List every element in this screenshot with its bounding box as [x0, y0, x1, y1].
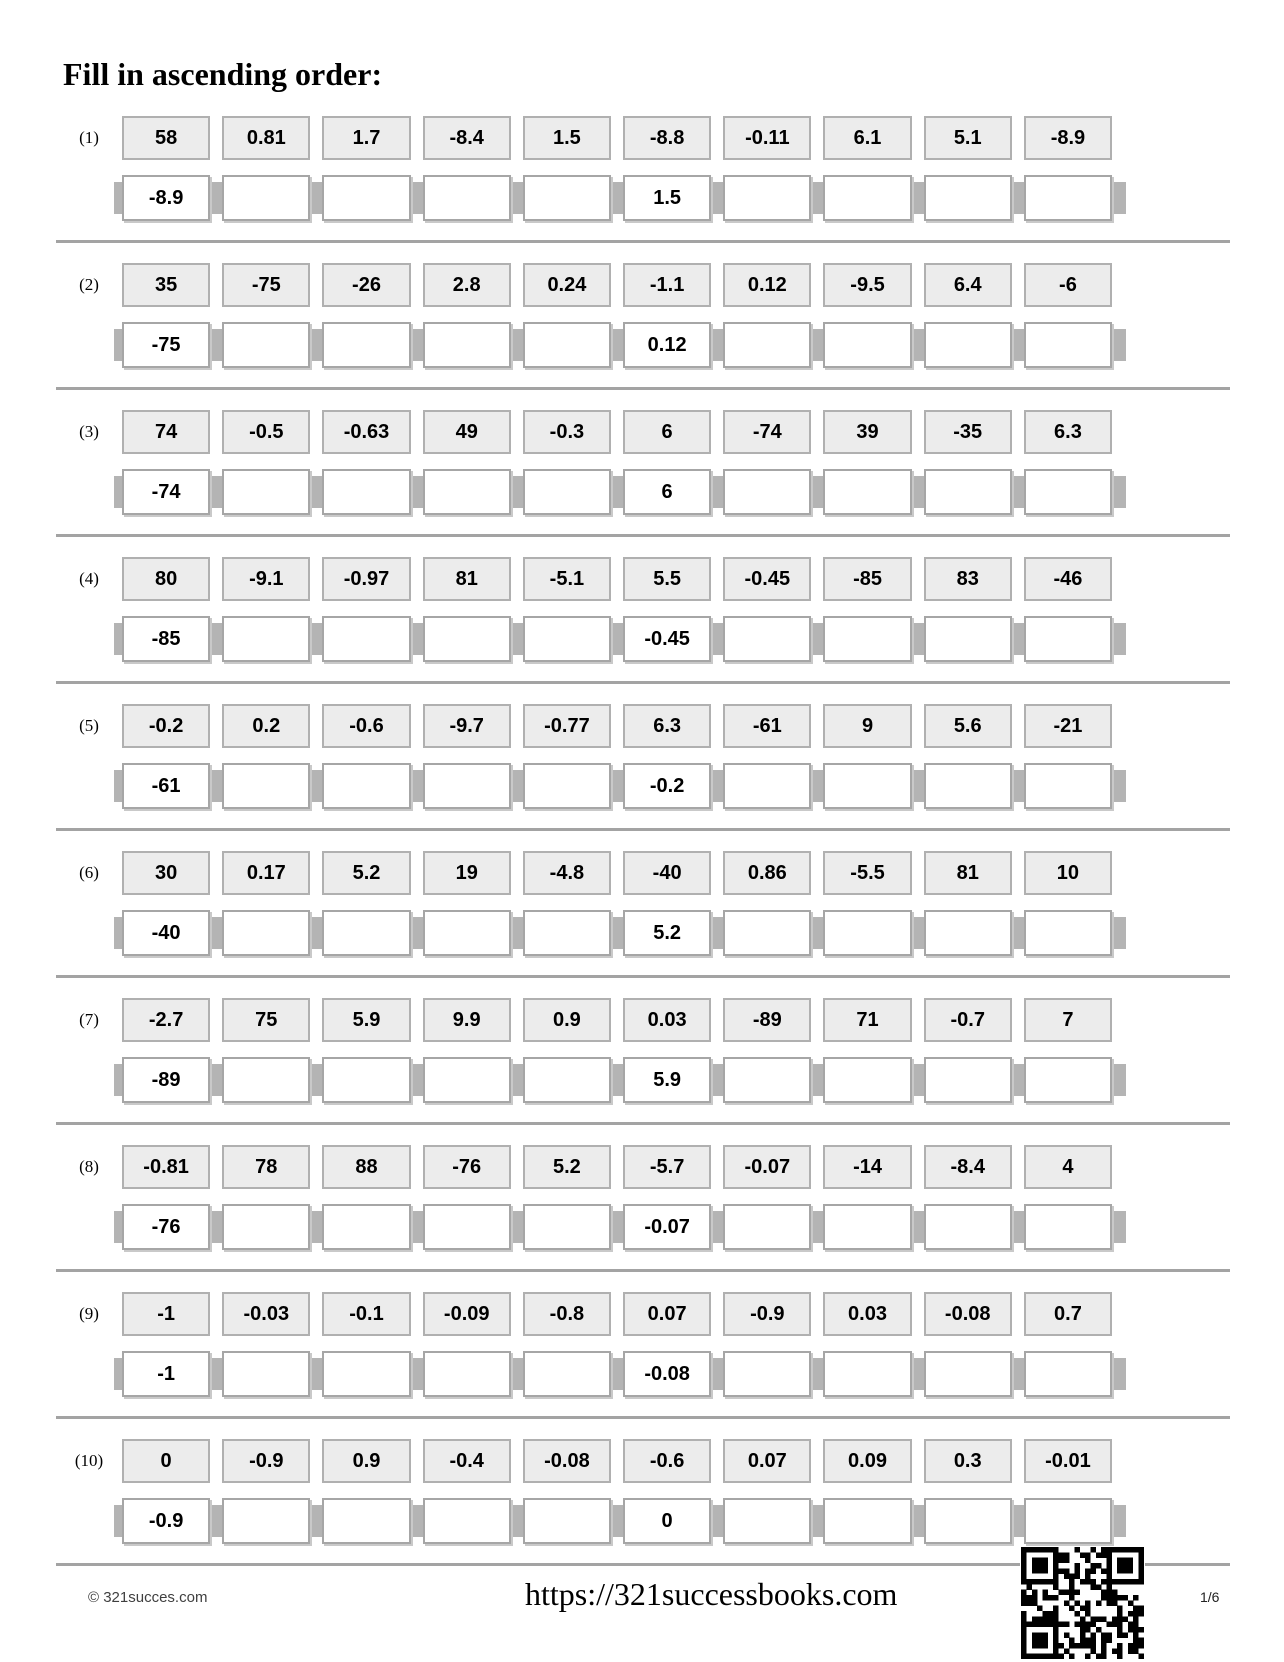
answer-box[interactable] [1024, 1351, 1112, 1397]
given-number-box: -35 [924, 410, 1012, 454]
given-number-box: 6 [623, 410, 711, 454]
answer-box[interactable] [823, 1204, 911, 1250]
answer-box[interactable] [924, 1351, 1012, 1397]
answer-box[interactable] [523, 1204, 611, 1250]
problem-block [56, 1272, 1230, 1419]
answer-row [122, 1351, 1112, 1397]
answer-box[interactable]: 6 [623, 469, 711, 515]
answer-box[interactable]: -1 [122, 1351, 210, 1397]
problem-block [56, 243, 1230, 390]
problem-block [56, 684, 1230, 831]
given-number-box: 5.5 [623, 557, 711, 601]
answer-box[interactable] [523, 1351, 611, 1397]
given-number-box: -0.6 [322, 704, 410, 748]
answer-box[interactable]: -40 [122, 910, 210, 956]
given-number-box: -40 [623, 851, 711, 895]
answer-box[interactable] [523, 616, 611, 662]
given-number-box: -5.1 [523, 557, 611, 601]
given-number-box: 58 [122, 116, 210, 160]
answer-box[interactable] [723, 763, 811, 809]
answer-box[interactable] [723, 1351, 811, 1397]
given-number-box: 9.9 [423, 998, 511, 1042]
given-number-box: 0.86 [723, 851, 811, 895]
answer-box[interactable] [423, 469, 511, 515]
answer-box[interactable] [1024, 1498, 1112, 1544]
problem-label: (2) [79, 275, 99, 294]
problem-label: (8) [79, 1157, 99, 1176]
given-number-box: -0.97 [322, 557, 410, 601]
given-number-box: 74 [122, 410, 210, 454]
given-number-box: -0.01 [1024, 1439, 1112, 1483]
given-number-box: 78 [222, 1145, 310, 1189]
given-number-box: 0.03 [623, 998, 711, 1042]
answer-box[interactable]: -0.07 [623, 1204, 711, 1250]
answer-box[interactable] [723, 1498, 811, 1544]
given-number-box: -14 [823, 1145, 911, 1189]
given-number-box: 0.3 [924, 1439, 1012, 1483]
given-number-box: 0.12 [723, 263, 811, 307]
given-number-box: 0.07 [623, 1292, 711, 1336]
given-number-box: -0.3 [523, 410, 611, 454]
answer-box[interactable] [523, 1057, 611, 1103]
answer-box[interactable] [222, 175, 310, 221]
problem-label: (7) [79, 1010, 99, 1029]
given-number-box: -0.2 [122, 704, 210, 748]
given-number-box: 88 [322, 1145, 410, 1189]
given-number-box: -85 [823, 557, 911, 601]
given-number-box: -4.8 [523, 851, 611, 895]
answer-box[interactable]: -61 [122, 763, 210, 809]
problem-label: (5) [79, 716, 99, 735]
answer-box[interactable] [924, 469, 1012, 515]
given-numbers-row [122, 1145, 1112, 1189]
given-number-box: 19 [423, 851, 511, 895]
footer-url[interactable]: https://321successbooks.com [525, 1576, 898, 1612]
answer-box[interactable] [924, 910, 1012, 956]
answer-box[interactable] [222, 1498, 310, 1544]
given-number-box: 2.8 [423, 263, 511, 307]
problem-block [56, 831, 1230, 978]
answer-box[interactable] [423, 763, 511, 809]
answer-box[interactable]: -0.08 [623, 1351, 711, 1397]
given-number-box: -0.8 [523, 1292, 611, 1336]
answer-box[interactable] [423, 1498, 511, 1544]
answer-box[interactable] [523, 1498, 611, 1544]
page-title: Fill in ascending order: [63, 56, 383, 92]
given-number-box: 9 [823, 704, 911, 748]
answer-box[interactable] [322, 1204, 410, 1250]
given-number-box: 39 [823, 410, 911, 454]
answer-box[interactable] [723, 910, 811, 956]
answer-box[interactable] [222, 1351, 310, 1397]
answer-box[interactable] [1024, 175, 1112, 221]
given-number-box: 6.4 [924, 263, 1012, 307]
answer-box[interactable] [1024, 763, 1112, 809]
answer-box[interactable]: 0 [623, 1498, 711, 1544]
problem-block [56, 1125, 1230, 1272]
given-number-box: -0.9 [723, 1292, 811, 1336]
given-number-box: -8.9 [1024, 116, 1112, 160]
given-number-box: -76 [423, 1145, 511, 1189]
answer-box[interactable]: -89 [122, 1057, 210, 1103]
answer-box[interactable] [823, 763, 911, 809]
answer-box[interactable] [322, 175, 410, 221]
given-number-box: 75 [222, 998, 310, 1042]
given-number-box: -8.4 [423, 116, 511, 160]
answer-box[interactable]: -0.45 [623, 616, 711, 662]
problem-label: (1) [79, 128, 99, 147]
answer-row [122, 1057, 1112, 1103]
given-number-box: -89 [723, 998, 811, 1042]
given-number-box: -5.5 [823, 851, 911, 895]
given-number-box: -0.81 [122, 1145, 210, 1189]
answer-box[interactable]: -74 [122, 469, 210, 515]
given-number-box: -9.1 [222, 557, 310, 601]
given-number-box: 0.03 [823, 1292, 911, 1336]
given-number-box: -0.6 [623, 1439, 711, 1483]
given-number-box: 30 [122, 851, 210, 895]
answer-box[interactable] [322, 1498, 410, 1544]
given-number-box: 0.24 [523, 263, 611, 307]
answer-box[interactable] [423, 1204, 511, 1250]
given-number-box: 0 [122, 1439, 210, 1483]
given-number-box: -21 [1024, 704, 1112, 748]
problem-block [56, 1419, 1230, 1566]
answer-box[interactable] [723, 1057, 811, 1103]
given-number-box: -0.08 [523, 1439, 611, 1483]
answer-box[interactable] [523, 763, 611, 809]
answer-box[interactable]: -76 [122, 1204, 210, 1250]
given-number-box: -75 [222, 263, 310, 307]
answer-box[interactable] [924, 1204, 1012, 1250]
given-number-box: 6.1 [823, 116, 911, 160]
given-number-box: -0.03 [222, 1292, 310, 1336]
answer-box[interactable] [322, 322, 410, 368]
answer-box[interactable] [222, 1204, 310, 1250]
problems-list [56, 96, 1230, 1566]
answer-box[interactable] [924, 616, 1012, 662]
qr-code [1020, 1547, 1145, 1659]
answer-box[interactable] [222, 1057, 310, 1103]
given-number-box: 0.17 [222, 851, 310, 895]
answer-box[interactable] [823, 322, 911, 368]
given-number-box: 81 [423, 557, 511, 601]
given-number-box: -0.09 [423, 1292, 511, 1336]
given-number-box: 7 [1024, 998, 1112, 1042]
answer-box[interactable] [1024, 322, 1112, 368]
given-number-box: 0.81 [222, 116, 310, 160]
given-number-box: 0.09 [823, 1439, 911, 1483]
answer-box[interactable] [924, 175, 1012, 221]
given-number-box: 0.9 [523, 998, 611, 1042]
given-number-box: -0.63 [322, 410, 410, 454]
given-number-box: -8.4 [924, 1145, 1012, 1189]
answer-row [122, 175, 1112, 221]
answer-box[interactable]: -0.2 [623, 763, 711, 809]
answer-box[interactable] [823, 1498, 911, 1544]
given-number-box: -0.11 [723, 116, 811, 160]
answer-row [122, 469, 1112, 515]
given-number-box: 5.1 [924, 116, 1012, 160]
given-number-box: 0.7 [1024, 1292, 1112, 1336]
answer-box[interactable] [823, 1351, 911, 1397]
problem-label: (9) [79, 1304, 99, 1323]
given-number-box: -1 [122, 1292, 210, 1336]
given-number-box: -0.7 [924, 998, 1012, 1042]
answer-box[interactable]: 5.9 [623, 1057, 711, 1103]
answer-box[interactable]: 1.5 [623, 175, 711, 221]
answer-box[interactable] [924, 763, 1012, 809]
problem-label: (4) [79, 569, 99, 588]
answer-row [122, 910, 1112, 956]
problem-block [56, 978, 1230, 1125]
given-number-box: -61 [723, 704, 811, 748]
given-numbers-row [122, 704, 1112, 748]
answer-box[interactable] [423, 1057, 511, 1103]
answer-box[interactable] [823, 175, 911, 221]
answer-box[interactable] [222, 469, 310, 515]
given-number-box: -0.45 [723, 557, 811, 601]
answer-box[interactable] [423, 616, 511, 662]
answer-box[interactable] [322, 910, 410, 956]
given-number-box: 71 [823, 998, 911, 1042]
answer-box[interactable] [823, 469, 911, 515]
answer-row [122, 616, 1112, 662]
answer-box[interactable] [1024, 616, 1112, 662]
answer-box[interactable] [222, 322, 310, 368]
answer-box[interactable] [222, 910, 310, 956]
answer-box[interactable] [423, 1351, 511, 1397]
answer-box[interactable] [823, 1057, 911, 1103]
given-number-box: -0.4 [423, 1439, 511, 1483]
problem-label: (10) [74, 1451, 104, 1470]
answer-box[interactable] [823, 910, 911, 956]
answer-box[interactable] [322, 1351, 410, 1397]
copyright-text: © 321succes.com [88, 1589, 208, 1606]
answer-box[interactable] [723, 1204, 811, 1250]
given-number-box: 80 [122, 557, 210, 601]
answer-box[interactable] [322, 469, 410, 515]
problem-label: (6) [79, 863, 99, 882]
answer-box[interactable]: 5.2 [623, 910, 711, 956]
problem-block [56, 537, 1230, 684]
answer-box[interactable] [924, 1498, 1012, 1544]
given-number-box: -0.77 [523, 704, 611, 748]
answer-box[interactable] [723, 616, 811, 662]
given-number-box: 35 [122, 263, 210, 307]
answer-box[interactable] [523, 322, 611, 368]
given-number-box: 83 [924, 557, 1012, 601]
given-number-box: -6 [1024, 263, 1112, 307]
answer-row [122, 1498, 1112, 1544]
given-number-box: 0.9 [322, 1439, 410, 1483]
given-numbers-row [122, 410, 1112, 454]
given-number-box: -1.1 [623, 263, 711, 307]
answer-box[interactable] [723, 469, 811, 515]
answer-box[interactable]: 0.12 [623, 322, 711, 368]
given-numbers-row [122, 116, 1112, 160]
given-number-box: 5.2 [523, 1145, 611, 1189]
given-number-box: -8.8 [623, 116, 711, 160]
answer-box[interactable] [924, 322, 1012, 368]
answer-box[interactable] [423, 175, 511, 221]
given-number-box: 4 [1024, 1145, 1112, 1189]
given-numbers-row [122, 1292, 1112, 1336]
answer-row [122, 1204, 1112, 1250]
given-number-box: -5.7 [623, 1145, 711, 1189]
problem-label: (3) [79, 422, 99, 441]
given-number-box: 5.2 [322, 851, 410, 895]
answer-box[interactable] [723, 175, 811, 221]
page-number: 1/6 [1200, 1589, 1220, 1605]
answer-box[interactable]: -8.9 [122, 175, 210, 221]
given-number-box: -46 [1024, 557, 1112, 601]
answer-box[interactable] [322, 763, 410, 809]
answer-box[interactable] [523, 175, 611, 221]
answer-box[interactable] [523, 469, 611, 515]
answer-box[interactable] [1024, 469, 1112, 515]
answer-box[interactable] [222, 763, 310, 809]
answer-box[interactable] [924, 1057, 1012, 1103]
answer-row [122, 322, 1112, 368]
answer-box[interactable] [1024, 1204, 1112, 1250]
given-number-box: -26 [322, 263, 410, 307]
given-number-box: 49 [423, 410, 511, 454]
given-number-box: -0.9 [222, 1439, 310, 1483]
given-number-box: -9.7 [423, 704, 511, 748]
given-number-box: -0.08 [924, 1292, 1012, 1336]
answer-box[interactable] [423, 910, 511, 956]
given-number-box: 0.07 [723, 1439, 811, 1483]
given-number-box: 5.9 [322, 998, 410, 1042]
given-number-box: -0.5 [222, 410, 310, 454]
answer-box[interactable] [1024, 910, 1112, 956]
given-number-box: -2.7 [122, 998, 210, 1042]
given-number-box: 0.2 [222, 704, 310, 748]
given-number-box: -74 [723, 410, 811, 454]
given-numbers-row [122, 1439, 1112, 1483]
given-number-box: -0.07 [723, 1145, 811, 1189]
given-numbers-row [122, 851, 1112, 895]
given-number-box: 10 [1024, 851, 1112, 895]
answer-box[interactable] [423, 322, 511, 368]
given-number-box: 5.6 [924, 704, 1012, 748]
answer-row [122, 763, 1112, 809]
problem-block [56, 390, 1230, 537]
answer-box[interactable] [523, 910, 611, 956]
given-numbers-row [122, 998, 1112, 1042]
answer-box[interactable] [1024, 1057, 1112, 1103]
given-number-box: -0.1 [322, 1292, 410, 1336]
given-numbers-row [122, 557, 1112, 601]
problem-block [56, 96, 1230, 243]
answer-box[interactable] [322, 1057, 410, 1103]
given-number-box: 1.7 [322, 116, 410, 160]
answer-box[interactable] [823, 616, 911, 662]
given-number-box: 1.5 [523, 116, 611, 160]
given-number-box: 6.3 [1024, 410, 1112, 454]
answer-box[interactable] [322, 616, 410, 662]
answer-box[interactable]: -85 [122, 616, 210, 662]
given-number-box: -9.5 [823, 263, 911, 307]
given-number-box: 81 [924, 851, 1012, 895]
answer-box[interactable]: -0.9 [122, 1498, 210, 1544]
answer-box[interactable]: -75 [122, 322, 210, 368]
answer-box[interactable] [222, 616, 310, 662]
given-numbers-row [122, 263, 1112, 307]
answer-box[interactable] [723, 322, 811, 368]
given-number-box: 6.3 [623, 704, 711, 748]
